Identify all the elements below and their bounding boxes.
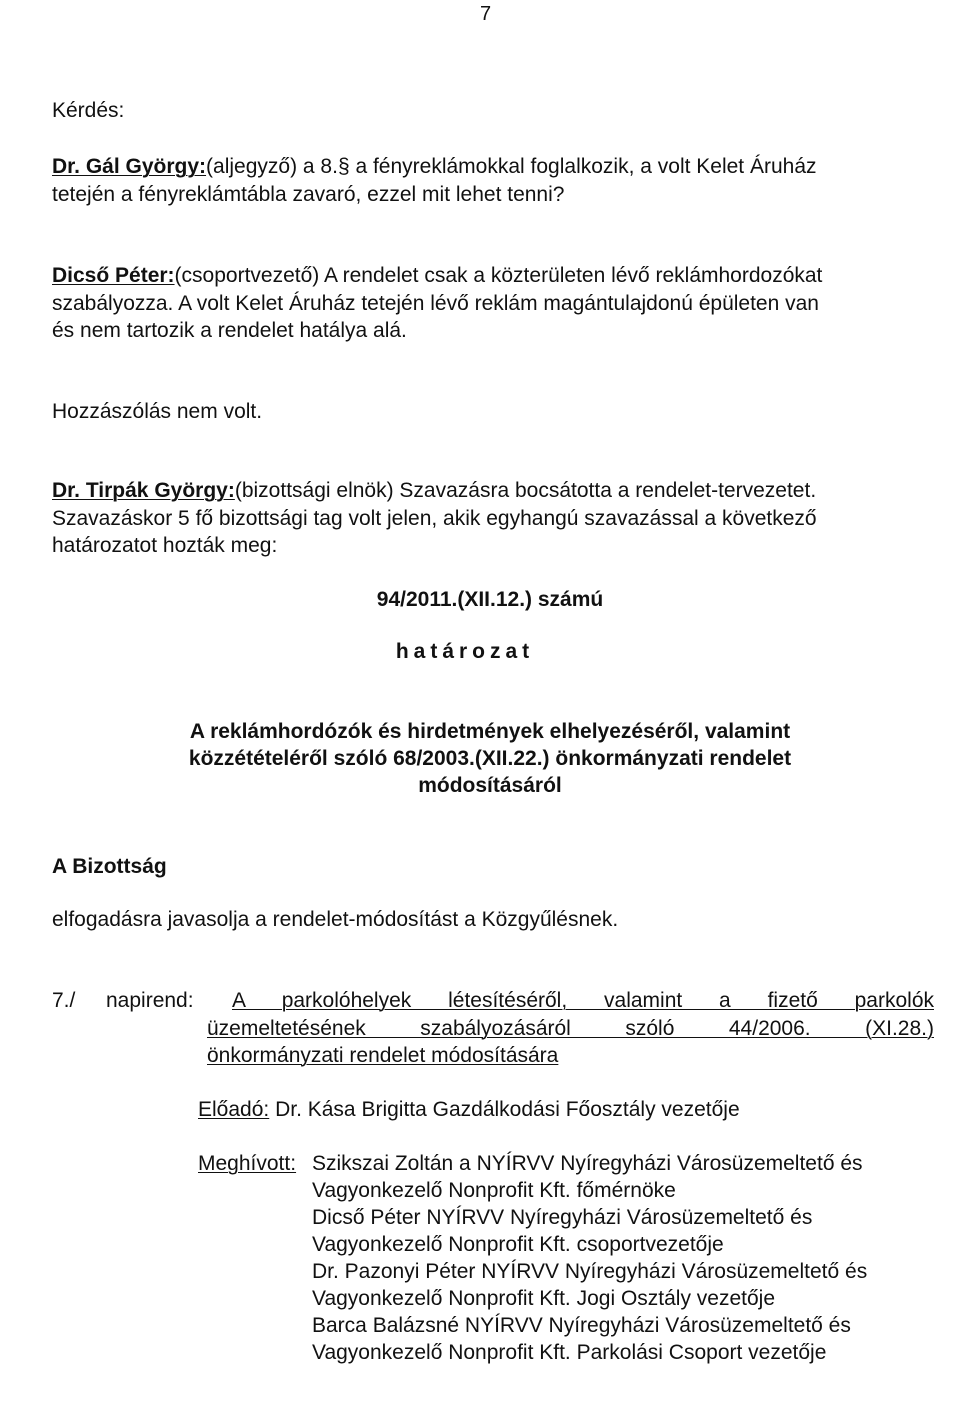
gal-text: (aljegyző) a 8.§ a fényreklámokkal foglalkozik, a volt Kelet Áruház [206, 155, 817, 178]
no-comment-text: Hozzászólás nem volt. [52, 400, 263, 423]
presenter-name: Dr. Kása Brigitta Gazdálkodási Főosztály vezetője [275, 1098, 740, 1121]
dicso-paragraph-line1 [52, 262, 822, 290]
agenda-title-line1: A parkolóhelyek létesítéséről, valamint a fizető parkolók [232, 989, 934, 1012]
speaker-name: Dr. Tirpák György: [52, 479, 235, 502]
resolution-number: 94/2011.(XII.12.) számú [376, 588, 604, 611]
dicso-paragraph-line2: szabályozza. A volt Kelet Áruház tetején lévő reklám magántulajdonú épületen van [52, 292, 819, 315]
tirpak-text: (bizottsági elnök) Szavazásra bocsátotta a rendelet-tervezetet. [234, 479, 817, 502]
agenda-title-line3: önkormányzati rendelet módosítására [207, 1044, 559, 1067]
speaker-name: Dr. Gál György: [52, 155, 207, 178]
speaker-name: Dicső Péter: [52, 264, 175, 287]
resolution-title-line2: közzétételéről szóló 68/2003.(XII.22.) önkormányzati rendelet [188, 747, 792, 770]
gal-paragraph-line1 [52, 153, 817, 181]
resolution-title-line1: A reklámhordózók és hirdetmények elhelyezéséről, valamint [189, 720, 791, 743]
presenter-line [198, 1096, 740, 1124]
committee-heading: A Bizottság [52, 855, 167, 878]
invited-line: Vagyonkezelő Nonprofit Kft. főmérnöke [312, 1179, 676, 1202]
agenda-title-line2: üzemeltetésének szabályozásáról szóló 44/2006. (XI.28.) [207, 1017, 934, 1040]
invited-line: Vagyonkezelő Nonprofit Kft. csoportvezetője [312, 1233, 724, 1256]
invited-line: Szikszai Zoltán a NYÍRVV Nyíregyházi Városüzemeltető és [312, 1152, 863, 1175]
presenter-label: Előadó: [198, 1098, 270, 1121]
tirpak-paragraph-line3: határozatot hozták meg: [52, 534, 278, 557]
invited-line: Vagyonkezelő Nonprofit Kft. Parkolási Csoport vezetője [312, 1341, 827, 1364]
invited-line: Vagyonkezelő Nonprofit Kft. Jogi Osztály vezetője [312, 1287, 776, 1310]
committee-text: elfogadásra javasolja a rendelet-módosítást a Közgyűlésnek. [52, 908, 619, 931]
dicso-paragraph-line3: és nem tartozik a rendelet hatálya alá. [52, 319, 407, 342]
invited-line: Barca Balázsné NYÍRVV Nyíregyházi Városüzemeltető és [312, 1314, 851, 1337]
invited-line: Dr. Pazonyi Péter NYÍRVV Nyíregyházi Városüzemeltető és [312, 1260, 868, 1283]
invited-label: Meghívott: [198, 1152, 297, 1175]
resolution-word: határozat [395, 640, 535, 663]
tirpak-paragraph-line2: Szavazáskor 5 fő bizottsági tag volt jelen, akik egyhangú szavazással a következő [52, 507, 817, 530]
dicso-text: (csoportvezető) A rendelet csak a közterületen lévő reklámhordozókat [174, 264, 823, 287]
question-heading: Kérdés: [52, 99, 125, 122]
page-number: 7 [480, 3, 492, 25]
agenda-label: napirend: [106, 989, 194, 1012]
tirpak-paragraph-line1 [52, 477, 816, 505]
invited-line: Dicső Péter NYÍRVV Nyíregyházi Városüzemeltető és [312, 1206, 813, 1229]
agenda-number: 7./ [52, 989, 76, 1012]
gal-paragraph-line2: tetején a fényreklámtábla zavaró, ezzel mit lehet tenni? [52, 183, 565, 206]
resolution-title-line3: módosításáról [418, 774, 562, 797]
